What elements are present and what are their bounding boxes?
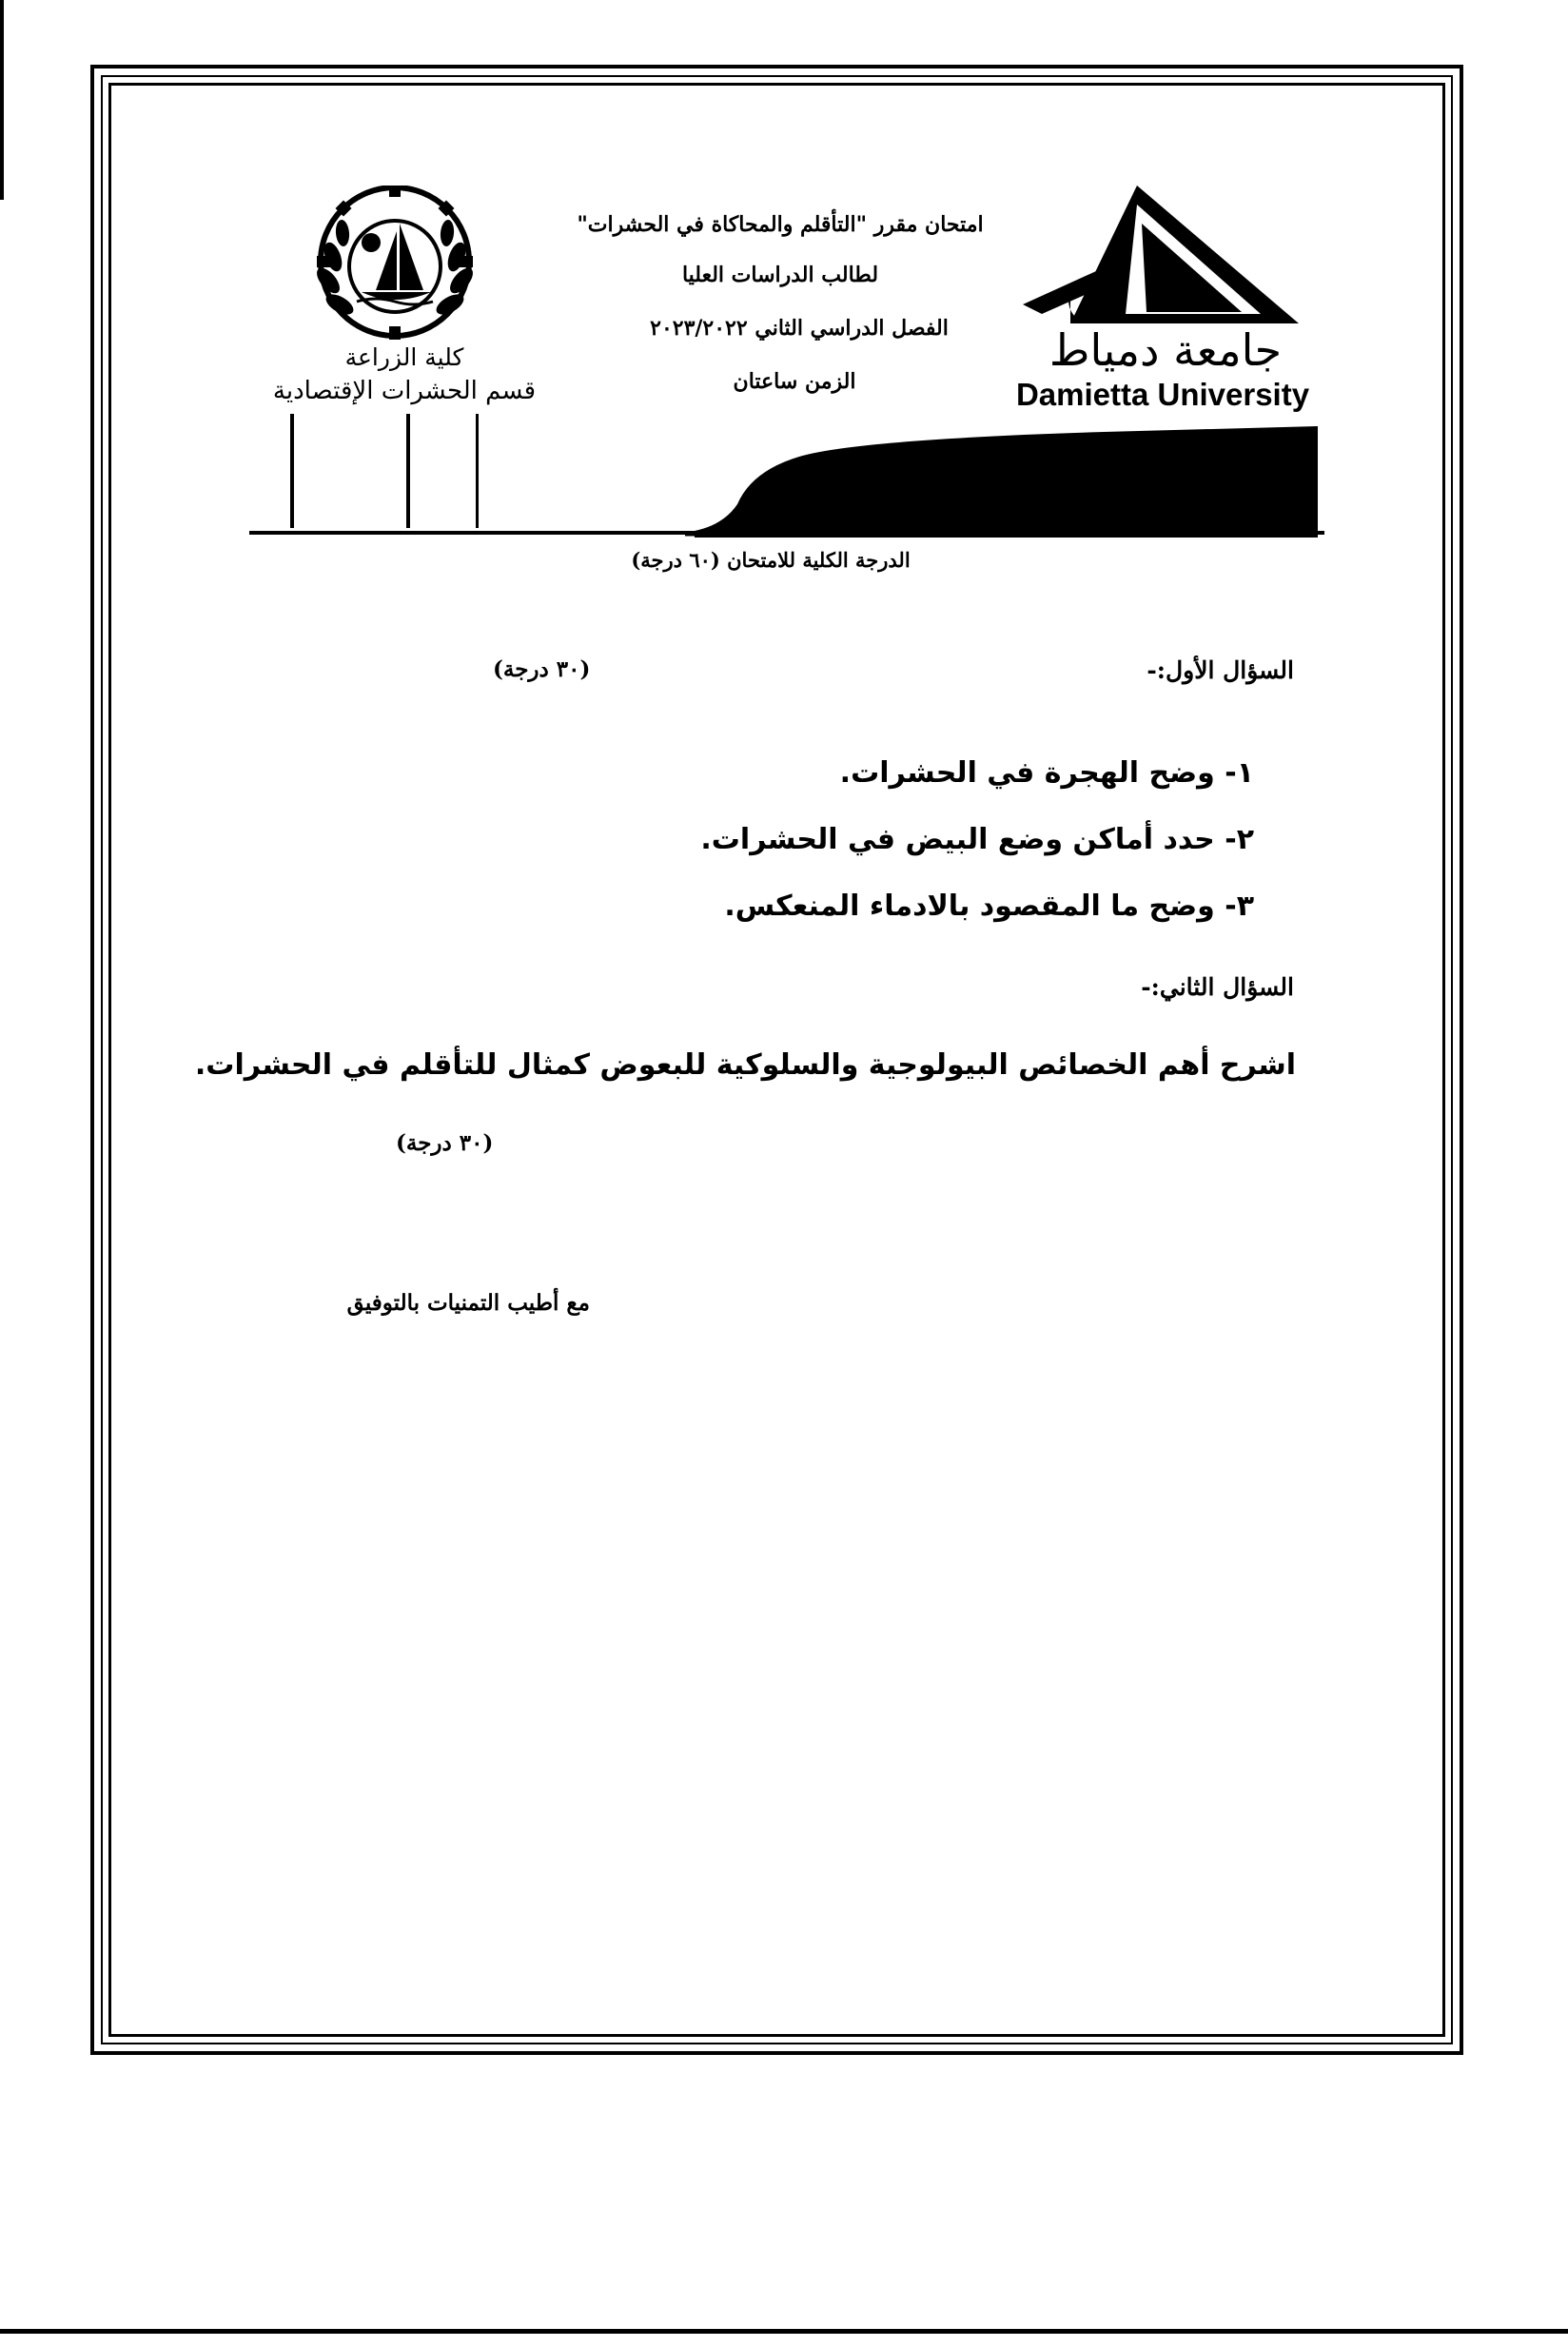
exam-students: لطالب الدراسات العليا [681, 263, 879, 287]
exam-semester: الفصل الدراسي الثاني ٢٠٢٣/٢٠٢٢ [650, 316, 949, 341]
question-1-grade: (٣٠ درجة) [493, 656, 591, 682]
question-1-item-3: ٣- وضح ما المقصود بالادماء المنعكس. [724, 890, 1254, 923]
question-2-text: اشرح أهم الخصائص البيولوجية والسلوكية للبعوض كمثال للتأقلم في الحشرات. [194, 1048, 1296, 1082]
question-2-grade: (٣٠ درجة) [396, 1130, 494, 1156]
question-1-heading: السؤال الأول:- [1147, 656, 1294, 684]
question-2-heading: السؤال الثاني:- [1141, 973, 1294, 1001]
header-baseline [249, 531, 1324, 535]
exam-title: امتحان مقرر "التأقلم والمحاكاة في الحشرات" [577, 212, 984, 237]
scan-edge-bottom [0, 2329, 1568, 2334]
question-1-item-2: ٢- حدد أماكن وضع البيض في الحشرات. [700, 823, 1254, 856]
total-grade: الدرجة الكلية للامتحان (٦٠ درجة) [631, 548, 911, 572]
faculty-emblem-icon [290, 186, 500, 347]
question-1-item-1: ١- وضح الهجرة في الحشرات. [839, 756, 1254, 790]
university-logo-icon [1013, 181, 1318, 333]
scan-edge-left [0, 0, 4, 200]
department-name: قسم الحشرات الإقتصادية [272, 377, 537, 405]
university-name-ar: جامعة دمياط [1049, 324, 1283, 376]
closing-wishes: مع أطيب التمنيات بالتوفيق [346, 1290, 590, 1316]
university-name-en: Damietta University [1015, 377, 1310, 412]
exam-duration: الزمن ساعتان [733, 369, 856, 394]
faculty-name: كلية الزراعة [344, 343, 464, 371]
header-wave-band [247, 419, 1323, 542]
